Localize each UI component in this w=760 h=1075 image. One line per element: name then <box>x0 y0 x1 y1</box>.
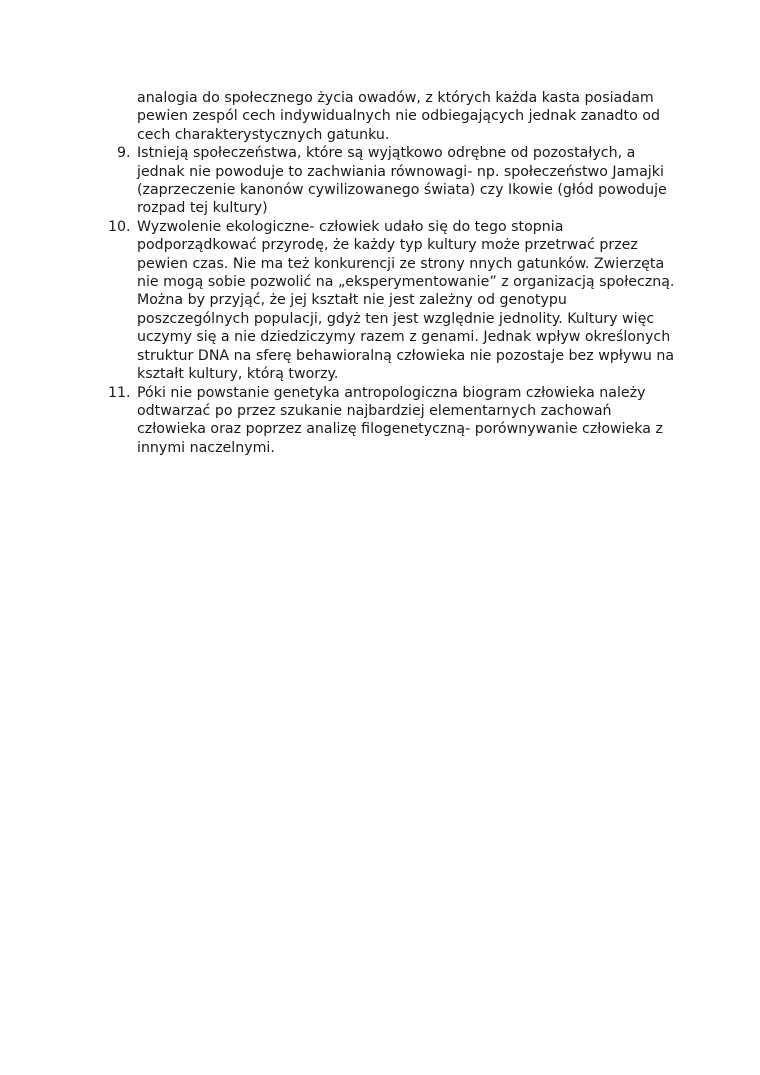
list-number: 10. <box>108 218 131 235</box>
text-line: struktur DNA na sferę behawioralną człowieka nie pozostaje bez wpływu na <box>137 347 675 364</box>
text-block <box>108 89 678 457</box>
text-line: człowieka oraz poprzez analizę filogenetyczną- porównywanie człowieka z <box>137 421 663 438</box>
text-line: (zaprzeczenie kanonów cywilizowanego świata) czy Ikowie (głód powoduje <box>137 182 667 199</box>
text-line: Można by przyjąć, że jej kształt nie jest zależny od genotypu <box>137 292 567 309</box>
list-number: 11. <box>108 384 131 401</box>
list-item-11 <box>108 384 678 458</box>
text-line: jednak nie powoduje to zachwiania równowagi- np. społeczeństwo Jamajki <box>137 163 664 180</box>
list-number: 9. <box>117 145 131 162</box>
text-line: uczymy się a nie dziedziczymy razem z genami. Jednak wpływ określonych <box>137 329 671 346</box>
text-line: odtwarzać po przez szukanie najbardziej elementarnych zachowań <box>137 402 612 419</box>
text-line: podporządkować przyrodę, że każdy typ kultury może przetrwać przez <box>137 237 638 254</box>
text-line: poszczególnych populacji, gdyż ten jest względnie jednolity. Kultury więc <box>137 310 655 327</box>
text-line: pewien czas. Nie ma też konkurencji ze strony nnych gatunków. Zwierzęta <box>137 255 665 272</box>
list-item-9 <box>108 144 678 218</box>
text-line: innymi naczelnymi. <box>137 439 275 456</box>
text-line: kształt kultury, którą tworzy. <box>137 366 339 383</box>
text-line: pewien zespól cech indywidualnych nie odbiegających jednak zanadto od <box>137 108 660 125</box>
text-line: nie mogą sobie pozwolić na „eksperymentowanie” z organizacją społeczną. <box>137 274 675 291</box>
text-line: Póki nie powstanie genetyka antropologiczna biogram człowieka należy <box>137 384 646 401</box>
text-line: Istnieją społeczeństwa, które są wyjątkowo odrębne od pozostałych, a <box>137 145 636 162</box>
list-item-10 <box>108 218 678 384</box>
text-line: rozpad tej kultury) <box>137 200 268 217</box>
text-line: Wyzwolenie ekologiczne- człowiek udało się do tego stopnia <box>137 218 564 235</box>
text-line: cech charakterystycznych gatunku. <box>137 126 390 143</box>
continuation-paragraph <box>108 89 678 144</box>
text-line: analogia do społecznego życia owadów, z których każda kasta posiadam <box>137 90 654 106</box>
